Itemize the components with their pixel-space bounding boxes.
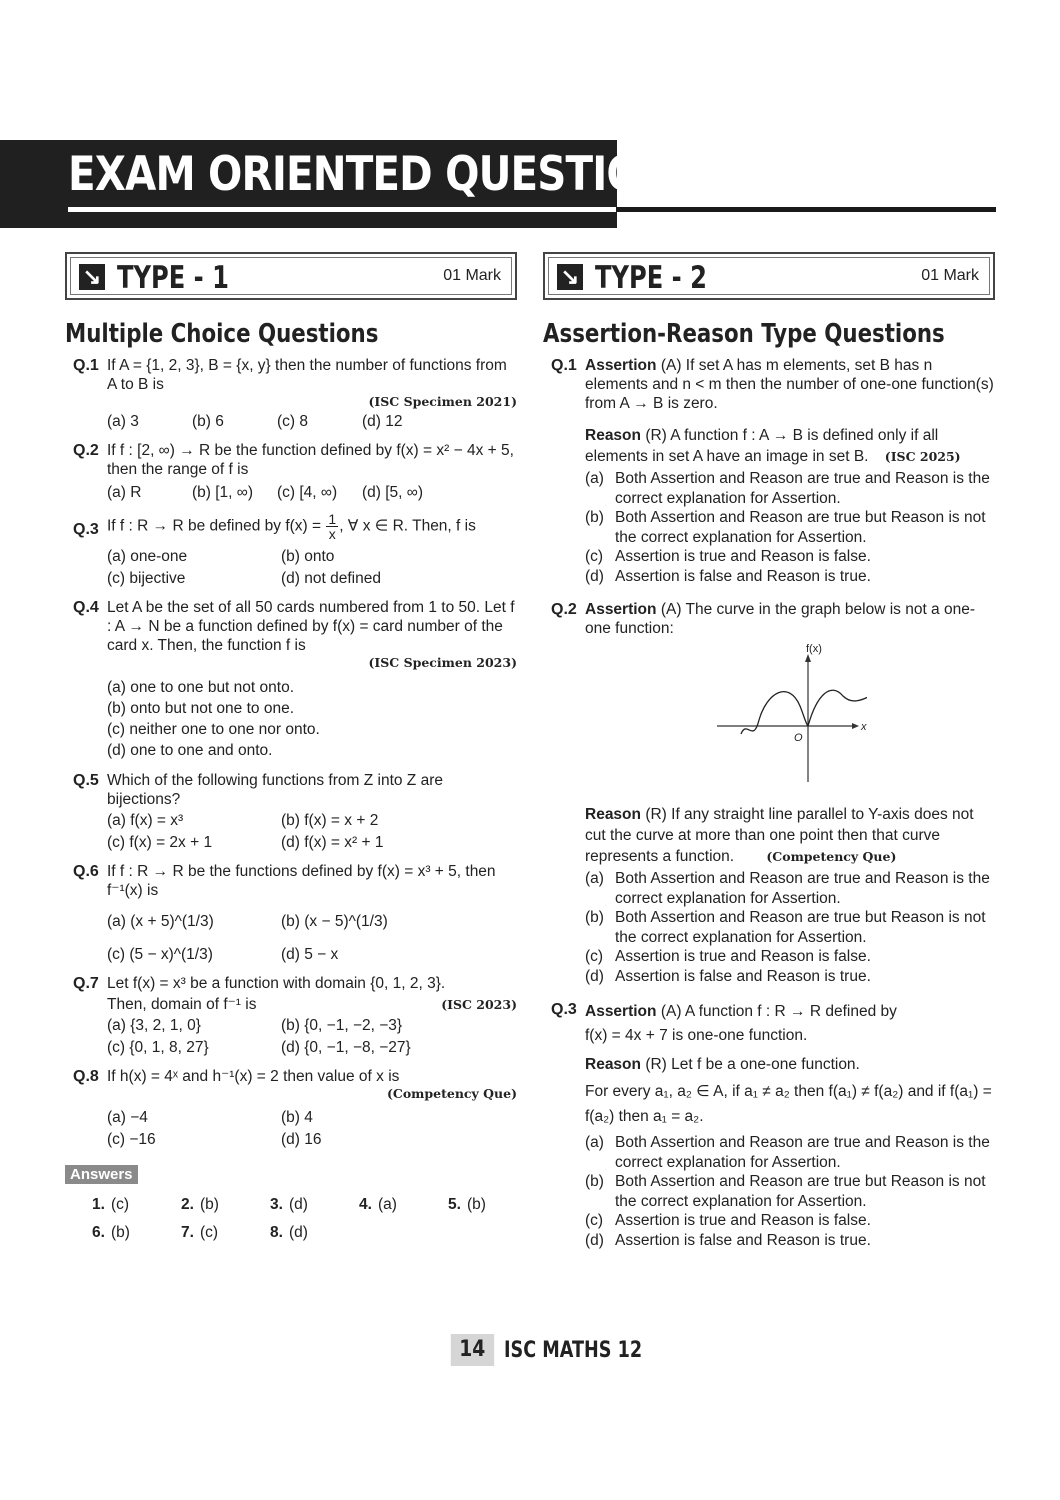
- question-number: Q.2: [551, 601, 577, 618]
- option: (d) not defined: [281, 570, 381, 587]
- option: (d) 5 − x: [281, 946, 339, 963]
- answers-title: Answers: [65, 1165, 138, 1184]
- option: (b) 6: [192, 413, 224, 430]
- assertion-text: f(x) = 4x + 7 is one-one function.: [585, 1027, 808, 1044]
- option: (c) [4, ∞): [277, 484, 338, 501]
- page-footer: [447, 1334, 676, 1366]
- reason-text: For every a₁, a₂ ∈ A, if a₁ ≠ a₂ then f(a₁) ≠ f(a₂) and if f(a₁) = f(a₂) then a₁ = a₂.: [585, 1083, 992, 1125]
- question-5: [65, 771, 517, 852]
- option: (a) Both Assertion and Reason are true and Reason is the correct explanation for Assertion.: [585, 470, 990, 507]
- question-source: (ISC 2023): [441, 997, 517, 1012]
- question-source: (Competency Que): [386, 1086, 517, 1101]
- answers-section: [65, 1165, 517, 1242]
- x-axis-arrow: [852, 723, 859, 729]
- y-axis-arrow: [805, 654, 811, 662]
- question-7: [65, 974, 517, 1057]
- question-number: Q.2: [73, 442, 99, 459]
- question-source: (ISC Specimen 2021): [368, 394, 517, 409]
- options: [107, 547, 517, 588]
- options: [107, 912, 517, 964]
- page-number: 14: [451, 1334, 494, 1366]
- question-number: Q.1: [73, 357, 99, 374]
- question-number: Q.1: [551, 357, 577, 374]
- question-number: Q.3: [551, 1001, 577, 1018]
- question-source: (ISC Specimen 2023): [368, 655, 517, 670]
- option: (b) {0, −1, −2, −3}: [281, 1017, 403, 1034]
- fraction: $\frac{1}{x}$: [328, 511, 337, 542]
- answer-item: 4. (a): [359, 1196, 397, 1213]
- type-label: TYPE - 2: [595, 260, 707, 296]
- assertion-keyword: Assertion: [585, 1003, 657, 1020]
- options: [107, 811, 517, 852]
- question-text: , ∀ x ∈ R. Then, f is: [339, 517, 476, 535]
- assertion-keyword: Assertion: [585, 601, 657, 618]
- option: (a) 3: [107, 413, 139, 430]
- option: (d) Assertion is false and Reason is true.: [585, 1231, 871, 1249]
- question-text: If f : [2, ∞) → R be the function defined by f(x) = x² − 4x + 5, then the range of f is: [107, 442, 514, 478]
- options: [585, 1133, 995, 1250]
- question-number: Q.5: [73, 772, 99, 789]
- type-label: TYPE - 1: [117, 260, 229, 296]
- options: [585, 869, 995, 986]
- option: (d) {0, −1, −8, −27}: [281, 1039, 411, 1056]
- y-axis-label: f(x): [806, 644, 822, 655]
- answer-item: 5. (b): [448, 1196, 486, 1213]
- answer-item: 1. (c): [92, 1196, 130, 1213]
- assertion-text: (A) A function f : R → R defined by: [660, 1003, 897, 1020]
- options: [585, 469, 995, 586]
- option: (b) 4: [281, 1109, 313, 1126]
- reason-keyword: Reason: [585, 427, 641, 444]
- option: (a) −4: [107, 1109, 148, 1126]
- option: (d) f(x) = x² + 1: [281, 834, 384, 851]
- option: (a) R: [107, 484, 142, 501]
- section-heading: Assertion-Reason Type Questions: [543, 319, 945, 349]
- option: (c) neither one to one nor onto.: [107, 721, 320, 738]
- question-number: Q.7: [73, 975, 99, 992]
- option: (d) Assertion is false and Reason is true.: [585, 967, 871, 985]
- answer-item: 3. (d): [270, 1196, 308, 1213]
- question-8: [65, 1067, 517, 1149]
- assertion-text: (A) The curve in the graph below is not a one-one function:: [585, 601, 976, 637]
- option: (b) [1, ∞): [192, 484, 254, 501]
- option: (b) Both Assertion and Reason are true but Reason is not the correct explanation for Assertion.: [585, 1173, 986, 1210]
- option: (c) f(x) = 2x + 1: [107, 834, 213, 851]
- option: (d) [5, ∞): [362, 484, 424, 501]
- options: [107, 412, 517, 431]
- option: (a) f(x) = x³: [107, 812, 184, 829]
- page-title: EXAM ORIENTED QUESTIONS: [68, 147, 702, 202]
- reason-keyword: Reason: [585, 806, 641, 823]
- answer-item: 2. (b): [181, 1196, 219, 1213]
- type-mark: 01 Mark: [443, 267, 501, 284]
- option: (d) Assertion is false and Reason is true.: [585, 567, 871, 585]
- option: (d) 12: [362, 413, 403, 430]
- option: (c) 8: [277, 413, 308, 430]
- option: (d) 16: [281, 1131, 322, 1148]
- type-mark: 01 Mark: [921, 267, 979, 284]
- option: (b) f(x) = x + 2: [281, 812, 379, 829]
- book-title: ISC MATHS 12: [503, 1337, 642, 1363]
- assertion-keyword: Assertion: [585, 357, 657, 374]
- origin-label: O: [794, 732, 803, 744]
- option: (c) Assertion is true and Reason is false.: [585, 948, 871, 965]
- question-source: (ISC 2025): [884, 449, 961, 464]
- curve: [741, 690, 867, 734]
- question-text: Which of the following functions from Z into Z are bijections?: [107, 772, 443, 808]
- question-3: [65, 512, 517, 588]
- reason-keyword: Reason: [585, 1056, 641, 1073]
- option: (b) Both Assertion and Reason are true but Reason is not the correct explanation for Assertion.: [585, 909, 986, 946]
- option: (a) Both Assertion and Reason are true and Reason is the correct explanation for Assertion.: [585, 870, 990, 907]
- question-text: If f : R → R be defined by f(x) =: [107, 517, 322, 535]
- question-number: Q.3: [73, 521, 99, 538]
- x-axis-label: x: [861, 721, 867, 733]
- left-column: [65, 252, 517, 1242]
- right-column: [543, 252, 995, 1250]
- question-text: Then, domain of f⁻¹ is: [107, 996, 257, 1013]
- arrow-down-right-icon: ↘: [557, 264, 583, 290]
- option: (c) −16: [107, 1131, 156, 1148]
- function-graph: [667, 644, 867, 784]
- arrow-down-right-icon: ↘: [79, 264, 105, 290]
- question-source: (Competency Que): [766, 849, 897, 864]
- section-heading: Multiple Choice Questions: [65, 319, 379, 349]
- ar-question-3: [543, 1000, 995, 1250]
- answer-item: 7. (c): [181, 1224, 219, 1241]
- header-rule-inner: [68, 207, 616, 212]
- question-6: [65, 862, 517, 964]
- option: (c) Assertion is true and Reason is false.: [585, 548, 871, 565]
- question-text: Let f(x) = x³ be a function with domain {0, 1, 2, 3}.: [107, 975, 446, 992]
- reason-text: (R) If any straight line parallel to Y-axis does not cut the curve at more than one point then that curve represents a function.: [585, 806, 974, 865]
- option: (b) (x − 5)^(1/3): [281, 913, 388, 930]
- options: [107, 483, 517, 502]
- answers-grid: [65, 1196, 517, 1242]
- question-4: [65, 598, 517, 761]
- option: (a) one-one: [107, 548, 188, 565]
- option: (b) onto: [281, 548, 335, 565]
- type-1-box: [65, 252, 517, 300]
- question-2: [65, 441, 517, 502]
- question-number: Q.8: [73, 1068, 99, 1085]
- ar-question-2: [543, 600, 995, 986]
- options: [107, 1016, 517, 1057]
- question-number: Q.6: [73, 863, 99, 880]
- answer-item: 6. (b): [92, 1224, 130, 1241]
- answer-item: 8. (d): [270, 1224, 308, 1241]
- option: (b) Both Assertion and Reason are true but Reason is not the correct explanation for Assertion.: [585, 509, 986, 546]
- reason-text: (R) Let f be a one-one function.: [645, 1056, 860, 1073]
- option: (c) Assertion is true and Reason is false.: [585, 1212, 871, 1229]
- option: (a) Both Assertion and Reason are true and Reason is the correct explanation for Assertion.: [585, 1134, 990, 1171]
- option: (d) one to one and onto.: [107, 742, 273, 759]
- type-2-box: [543, 252, 995, 300]
- question-text: Let A be the set of all 50 cards numbered from 1 to 50. Let f : A → N be a function defined by f(x) = card number of the card x. Then, the function f is: [107, 599, 515, 654]
- question-number: Q.4: [73, 599, 99, 616]
- question-text: If h(x) = 4ˣ and h⁻¹(x) = 2 then value of x is: [107, 1068, 400, 1085]
- question-1: [65, 356, 517, 431]
- option: (c) {0, 1, 8, 27}: [107, 1039, 209, 1056]
- reason-text: (R) A function f : A → B is defined only if all elements in set A have an image in set B.: [585, 427, 939, 465]
- option: (a) (x + 5)^(1/3): [107, 913, 214, 930]
- option: (b) onto but not one to one.: [107, 700, 294, 717]
- assertion-text: (A) If set A has m elements, set B has n elements and n < m then the number of one-one function(s) from A → B is zero.: [585, 357, 994, 412]
- ar-question-1: [543, 356, 995, 586]
- option: (c) bijective: [107, 570, 186, 587]
- option: (a) one to one but not onto.: [107, 679, 294, 696]
- question-text: If A = {1, 2, 3}, B = {x, y} then the number of functions from A to B is: [107, 357, 507, 393]
- option: (a) {3, 2, 1, 0}: [107, 1017, 201, 1034]
- options: [107, 1108, 517, 1149]
- options: [107, 677, 517, 761]
- option: (c) (5 − x)^(1/3): [107, 946, 213, 963]
- question-text: If f : R → R be the functions defined by f(x) = x³ + 5, then f⁻¹(x) is: [107, 863, 496, 899]
